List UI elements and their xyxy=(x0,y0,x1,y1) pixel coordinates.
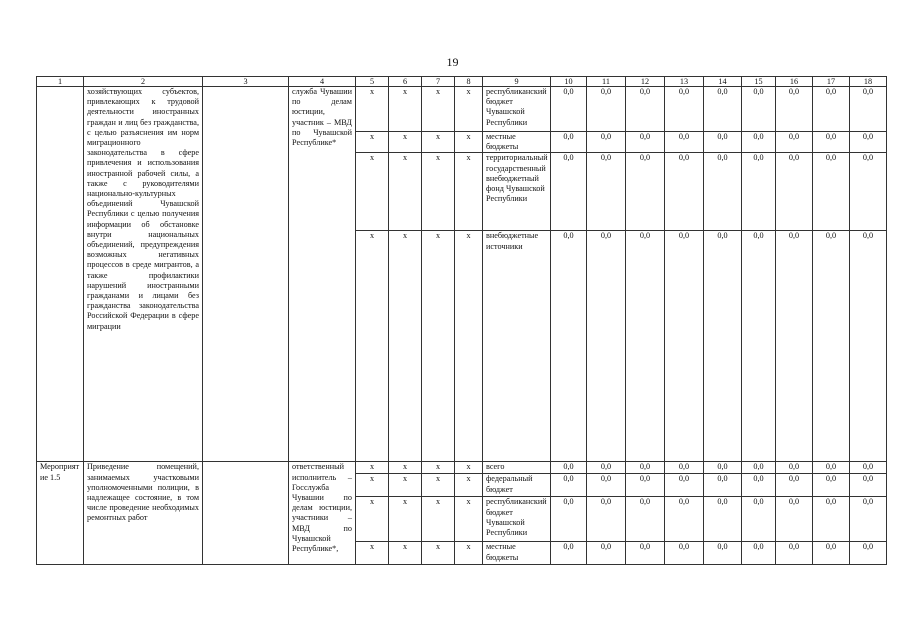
value-cell: 0,0 xyxy=(813,153,850,231)
mark-cell: х xyxy=(356,462,389,474)
value-cell: 0,0 xyxy=(551,87,587,132)
empty-cell xyxy=(203,87,289,462)
funding-source: местные бюджеты xyxy=(483,542,551,565)
value-cell: 0,0 xyxy=(587,87,626,132)
mark-cell: х xyxy=(455,462,483,474)
value-cell: 0,0 xyxy=(742,132,776,153)
column-number-6: 6 xyxy=(389,77,422,87)
value-cell: 0,0 xyxy=(665,132,704,153)
mark-cell: х xyxy=(356,474,389,497)
mark-cell: х xyxy=(422,153,455,231)
value-cell: 0,0 xyxy=(776,462,813,474)
measure-description: хозяйствующих субъектов, привлекающих к трудовой деятельности иностранных граждан и лиц без гражданства, с целью разъяснения им норм миграционного законодательства в сфере привлечения и использования иностранной рабочей силы, а также с руководителями национально-культурных объединений Чувашской Республики с целью получения информации об обстановке внутри национальных объединений, предупреждения возможных негативных процессов в среде мигрантов, а также профилактики нарушений иностранными гражданами и лицами без гражданства законодательства Российской Федерации в сфере миграции xyxy=(84,87,203,462)
value-cell: 0,0 xyxy=(626,462,665,474)
mark-cell: х xyxy=(389,462,422,474)
mark-cell: х xyxy=(356,497,389,542)
column-number-11: 11 xyxy=(587,77,626,87)
column-number-2: 2 xyxy=(84,77,203,87)
measure-description: Приведение помещений, занимаемых участковыми уполномоченными полиции, в надлежащее состояние, в том числе проведение необходимых ремонтных работ xyxy=(84,462,203,565)
value-cell: 0,0 xyxy=(551,132,587,153)
mark-cell: х xyxy=(455,474,483,497)
mark-cell: х xyxy=(389,474,422,497)
table-row xyxy=(37,87,887,132)
value-cell: 0,0 xyxy=(776,87,813,132)
column-number-8: 8 xyxy=(455,77,483,87)
value-cell: 0,0 xyxy=(665,497,704,542)
value-cell: 0,0 xyxy=(587,497,626,542)
value-cell: 0,0 xyxy=(665,542,704,565)
value-cell: 0,0 xyxy=(813,462,850,474)
mark-cell: х xyxy=(422,474,455,497)
value-cell: 0,0 xyxy=(587,132,626,153)
value-cell: 0,0 xyxy=(551,462,587,474)
value-cell: 0,0 xyxy=(551,153,587,231)
column-number-10: 10 xyxy=(551,77,587,87)
column-number-16: 16 xyxy=(776,77,813,87)
value-cell: 0,0 xyxy=(742,153,776,231)
value-cell: 0,0 xyxy=(850,153,887,231)
value-cell: 0,0 xyxy=(704,87,742,132)
mark-cell: х xyxy=(455,497,483,542)
value-cell: 0,0 xyxy=(776,153,813,231)
mark-cell: х xyxy=(422,462,455,474)
column-number-3: 3 xyxy=(203,77,289,87)
column-number-5: 5 xyxy=(356,77,389,87)
column-number-1: 1 xyxy=(37,77,84,87)
value-cell: 0,0 xyxy=(587,542,626,565)
responsible-executor: служба Чувашии по делам юстиции, участник – МВД по Чувашской Республике* xyxy=(289,87,356,462)
value-cell: 0,0 xyxy=(665,231,704,462)
value-cell: 0,0 xyxy=(776,497,813,542)
value-cell: 0,0 xyxy=(704,497,742,542)
column-number-row xyxy=(37,77,887,87)
value-cell: 0,0 xyxy=(704,132,742,153)
mark-cell: х xyxy=(356,542,389,565)
value-cell: 0,0 xyxy=(850,231,887,462)
value-cell: 0,0 xyxy=(742,542,776,565)
mark-cell: х xyxy=(389,231,422,462)
value-cell: 0,0 xyxy=(850,462,887,474)
value-cell: 0,0 xyxy=(776,231,813,462)
column-number-4: 4 xyxy=(289,77,356,87)
value-cell: 0,0 xyxy=(551,542,587,565)
value-cell: 0,0 xyxy=(704,153,742,231)
mark-cell: х xyxy=(455,542,483,565)
value-cell: 0,0 xyxy=(742,462,776,474)
mark-cell: х xyxy=(356,231,389,462)
mark-cell: х xyxy=(422,231,455,462)
funding-source: территориальный государственный внебюджетный фонд Чувашской Республики xyxy=(483,153,551,231)
column-number-15: 15 xyxy=(742,77,776,87)
responsible-executor: ответственный исполнитель – Госслужба Чувашии по делам юстиции, участники – МВД по Чувашской Республике*, xyxy=(289,462,356,565)
value-cell: 0,0 xyxy=(813,87,850,132)
value-cell: 0,0 xyxy=(626,231,665,462)
value-cell: 0,0 xyxy=(587,231,626,462)
value-cell: 0,0 xyxy=(704,231,742,462)
value-cell: 0,0 xyxy=(587,153,626,231)
value-cell: 0,0 xyxy=(850,474,887,497)
value-cell: 0,0 xyxy=(850,132,887,153)
mark-cell: х xyxy=(455,231,483,462)
value-cell: 0,0 xyxy=(626,474,665,497)
value-cell: 0,0 xyxy=(665,462,704,474)
mark-cell: х xyxy=(389,153,422,231)
mark-cell: х xyxy=(422,542,455,565)
funding-source: федеральный бюджет xyxy=(483,474,551,497)
value-cell: 0,0 xyxy=(776,474,813,497)
mark-cell: х xyxy=(356,153,389,231)
value-cell: 0,0 xyxy=(742,497,776,542)
mark-cell: х xyxy=(356,132,389,153)
value-cell: 0,0 xyxy=(742,474,776,497)
funding-source: местные бюджеты xyxy=(483,132,551,153)
funding-source: внебюджетные источники xyxy=(483,231,551,462)
column-number-9: 9 xyxy=(483,77,551,87)
value-cell: 0,0 xyxy=(551,231,587,462)
value-cell: 0,0 xyxy=(742,87,776,132)
value-cell: 0,0 xyxy=(626,87,665,132)
value-cell: 0,0 xyxy=(776,132,813,153)
value-cell: 0,0 xyxy=(813,542,850,565)
mark-cell: х xyxy=(455,153,483,231)
value-cell: 0,0 xyxy=(704,474,742,497)
column-number-12: 12 xyxy=(626,77,665,87)
value-cell: 0,0 xyxy=(665,474,704,497)
measure-cell xyxy=(37,87,84,462)
mark-cell: х xyxy=(389,497,422,542)
mark-cell: х xyxy=(422,87,455,132)
mark-cell: х xyxy=(389,87,422,132)
funding-source: республиканский бюджет Чувашской Республики xyxy=(483,87,551,132)
value-cell: 0,0 xyxy=(813,132,850,153)
value-cell: 0,0 xyxy=(551,497,587,542)
value-cell: 0,0 xyxy=(850,542,887,565)
funding-source: всего xyxy=(483,462,551,474)
value-cell: 0,0 xyxy=(665,87,704,132)
mark-cell: х xyxy=(422,497,455,542)
empty-cell xyxy=(203,462,289,565)
column-number-13: 13 xyxy=(665,77,704,87)
value-cell: 0,0 xyxy=(813,231,850,462)
table-row xyxy=(37,462,887,474)
value-cell: 0,0 xyxy=(742,231,776,462)
value-cell: 0,0 xyxy=(626,497,665,542)
program-table xyxy=(36,76,887,565)
value-cell: 0,0 xyxy=(850,87,887,132)
value-cell: 0,0 xyxy=(587,462,626,474)
column-number-17: 17 xyxy=(813,77,850,87)
value-cell: 0,0 xyxy=(626,542,665,565)
mark-cell: х xyxy=(455,132,483,153)
value-cell: 0,0 xyxy=(704,462,742,474)
column-number-18: 18 xyxy=(850,77,887,87)
mark-cell: х xyxy=(389,542,422,565)
value-cell: 0,0 xyxy=(665,153,704,231)
value-cell: 0,0 xyxy=(813,497,850,542)
value-cell: 0,0 xyxy=(813,474,850,497)
measure-number: Мероприятие 1.5 xyxy=(37,462,84,565)
value-cell: 0,0 xyxy=(704,542,742,565)
value-cell: 0,0 xyxy=(626,153,665,231)
value-cell: 0,0 xyxy=(626,132,665,153)
value-cell: 0,0 xyxy=(850,497,887,542)
mark-cell: х xyxy=(422,132,455,153)
mark-cell: х xyxy=(455,87,483,132)
value-cell: 0,0 xyxy=(587,474,626,497)
mark-cell: х xyxy=(356,87,389,132)
mark-cell: х xyxy=(389,132,422,153)
column-number-7: 7 xyxy=(422,77,455,87)
value-cell: 0,0 xyxy=(551,474,587,497)
funding-source: республиканский бюджет Чувашской Республики xyxy=(483,497,551,542)
value-cell: 0,0 xyxy=(776,542,813,565)
column-number-14: 14 xyxy=(704,77,742,87)
page-number: 19 xyxy=(446,55,459,69)
